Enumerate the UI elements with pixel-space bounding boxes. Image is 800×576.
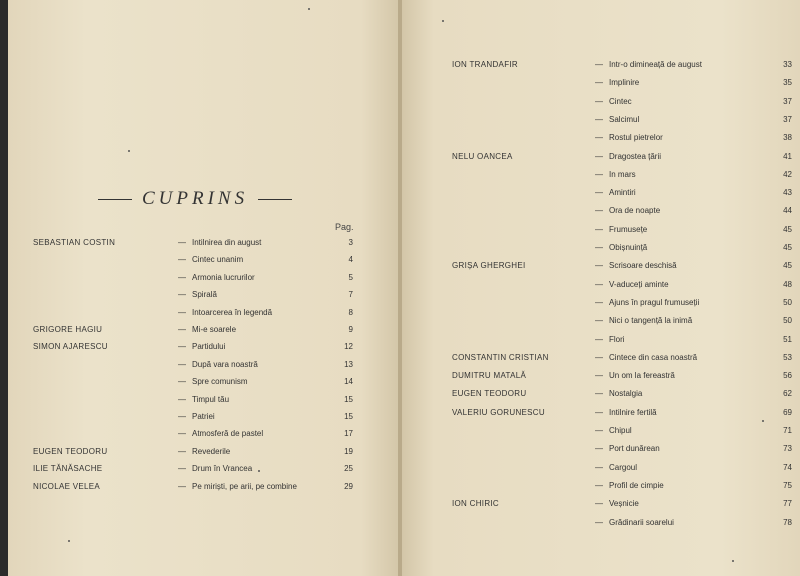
entry-dash: — [178,464,186,474]
entry-dash: — [178,255,186,265]
paper-speck [762,420,764,422]
entry-dash: — [595,499,603,509]
paper-speck [732,560,734,562]
toc-entry [452,335,797,349]
heading-rule-left [98,199,132,200]
toc-entry [33,238,378,252]
entry-page-number: 78 [783,517,792,527]
entry-page-number: 45 [783,224,792,234]
toc-entry [452,518,797,532]
toc-entry [452,444,797,458]
toc-entry [33,429,378,443]
entry-page-number: 8 [348,307,353,317]
toc-entry [33,360,378,374]
entry-page-number: 50 [783,316,792,326]
entry-page-number: 29 [344,481,353,491]
toc-entry [452,463,797,477]
toc-entry [452,60,797,74]
entry-dash: — [595,480,603,490]
entry-author: ILIE TĂNĂSACHE [33,464,103,474]
entry-author: SEBASTIAN COSTIN [33,238,116,247]
toc-entry [33,273,378,287]
entry-author: VALERIU GORUNESCU [452,407,545,417]
entry-page-number: 45 [783,243,792,252]
paper-speck [442,20,444,22]
entry-dash: — [178,359,186,369]
entry-title: Patriei [192,412,215,421]
toc-entry [452,371,797,385]
entry-author: EUGEN TEODORU [452,389,527,399]
entry-title: Nostalgia [609,389,643,399]
entry-page-number: 9 [348,325,353,334]
entry-page-number: 77 [783,499,792,509]
entry-title: Cintece din casa noastră [609,352,698,362]
entry-dash: — [178,481,186,491]
entry-page-number: 43 [783,188,792,198]
entry-page-number: 14 [344,377,353,387]
entry-dash: — [595,151,603,161]
entry-dash: — [595,389,603,399]
toc-entry [452,115,797,129]
left-page [8,0,400,576]
entry-title: Port dunărean [609,444,660,454]
page-column-label: Pag. [335,222,354,232]
entry-title: V-aduceți aminte [609,279,669,289]
entry-dash: — [595,114,603,124]
paper-speck [258,470,260,472]
entry-page-number: 13 [344,359,353,369]
entry-page-number: 15 [344,394,353,404]
entry-title: După vara noastră [192,359,258,369]
entry-title: Flori [609,334,625,344]
entry-dash: — [595,444,603,454]
entry-dash: — [178,446,186,456]
entry-dash: — [178,342,186,352]
entry-dash: — [178,307,186,317]
entry-title: Rostul pietrelor [609,133,663,143]
entry-dash: — [178,290,186,300]
entry-dash: — [595,279,603,289]
entry-page-number: 17 [344,429,353,439]
entry-title: Drum în Vrancea [192,464,253,474]
entry-page-number: 35 [783,78,792,88]
entry-dash: — [595,407,603,417]
toc-entry [33,447,378,461]
entry-title: Pe miriști, pe arii, pe combine [192,481,297,491]
entry-page-number: 41 [783,151,792,161]
entry-author: NICOLAE VELEA [33,481,101,491]
entry-author: GRIGORE HAGIU [33,325,103,334]
entry-title: Veșnicie [609,499,639,509]
entry-title: Cargoul [609,462,638,472]
entry-page-number: 73 [783,444,792,454]
toc-entry [452,316,797,330]
entry-title: Frumusețe [609,224,648,234]
entry-author: SIMON AJARESCU [33,342,108,352]
toc-entry [33,325,378,339]
entry-page-number: 4 [348,255,353,265]
entry-page-number: 62 [783,389,792,399]
entry-dash: — [595,133,603,143]
toc-entry [452,152,797,166]
entry-author: EUGEN TEODORU [33,446,108,456]
entry-page-number: 12 [344,342,353,352]
entry-page-number: 45 [783,261,792,271]
toc-entry [452,170,797,184]
entry-author: NELU OANCEA [452,151,513,161]
entry-dash: — [595,297,603,307]
entry-title: Spirală [192,290,217,300]
entry-title: Cintec unanim [192,255,244,265]
entry-dash: — [595,206,603,216]
entry-page-number: 44 [783,206,792,216]
entry-author: ION TRANDAFIR [452,60,518,69]
toc-entry [33,395,378,409]
entry-dash: — [595,60,603,69]
entry-page-number: 37 [783,96,792,106]
entry-title: Ajuns în pragul frumuseții [609,297,700,307]
entry-page-number: 50 [783,297,792,307]
entry-page-number: 38 [783,133,792,143]
contents-heading [88,188,302,210]
toc-entry [33,290,378,304]
entry-page-number: 33 [783,60,792,69]
entry-title: Intr-o dimineață de august [609,60,702,69]
entry-author: GRIȘA GHERGHEI [452,261,526,271]
entry-title: Grădinarii soarelui [609,517,674,527]
entry-title: Partidului [192,342,226,352]
entry-page-number: 25 [344,464,353,474]
entry-title: Nici o tangență la inimă [609,316,693,326]
toc-entry [452,389,797,403]
entry-title: Intilnire fertilă [609,407,657,417]
entry-dash: — [178,272,186,282]
entry-title: Obișnuință [609,243,648,252]
heading-text: CUPRINS [142,188,249,209]
entry-dash: — [595,371,603,381]
entry-title: In mars [609,169,636,179]
entry-dash: — [595,78,603,88]
toc-entry [452,280,797,294]
entry-dash: — [595,261,603,271]
entry-title: Dragostea țării [609,151,662,161]
entry-dash: — [178,429,186,439]
entry-title: Mi-e soarele [192,325,237,334]
entry-page-number: 56 [783,371,792,381]
entry-author: DUMITRU MATALĂ [452,371,527,381]
toc-entry [452,188,797,202]
toc-entry [452,353,797,367]
entry-title: Timpul tău [192,394,230,404]
toc-entry [33,342,378,356]
entry-title: Ora de noapte [609,206,661,216]
toc-entry [452,499,797,513]
paper-speck [308,8,310,10]
entry-title: Implinire [609,78,640,88]
entry-dash: — [595,426,603,435]
entry-dash: — [595,224,603,234]
toc-entry [452,481,797,495]
entry-page-number: 51 [783,334,792,344]
toc-entry [33,482,378,496]
entry-page-number: 75 [783,480,792,490]
entry-title: Profil de cimpie [609,480,664,490]
entry-title: Cintec [609,96,632,106]
entry-dash: — [178,238,186,247]
toc-entry [452,426,797,440]
toc-entry [452,243,797,257]
entry-dash: — [595,462,603,472]
entry-title: Intoarcerea în legendă [192,307,273,317]
toc-entry [452,298,797,312]
entry-page-number: 15 [344,412,353,421]
toc-entry [452,133,797,147]
entry-dash: — [595,334,603,344]
toc-entry [33,308,378,322]
entry-page-number: 53 [783,352,792,362]
entry-author: CONSTANTIN CRISTIAN [452,352,549,362]
entry-title: Spre comunism [192,377,248,387]
entry-dash: — [595,316,603,326]
entry-title: Armonia lucrurilor [192,272,255,282]
entry-page-number: 7 [348,290,353,300]
paper-speck [128,150,130,152]
entry-page-number: 71 [783,426,792,435]
entry-page-number: 3 [348,238,353,247]
entry-dash: — [178,377,186,387]
entry-title: Intilnirea din august [192,238,262,247]
entry-dash: — [595,352,603,362]
entry-page-number: 48 [783,279,792,289]
toc-entry [33,377,378,391]
entry-page-number: 5 [348,272,353,282]
entry-page-number: 69 [783,407,792,417]
entry-title: Amintiri [609,188,636,198]
entry-dash: — [595,188,603,198]
toc-entry [452,206,797,220]
entry-page-number: 19 [344,446,353,456]
entry-dash: — [178,412,186,421]
heading-rule-right [258,199,292,200]
entry-author: ION CHIRIC [452,499,499,509]
entry-dash: — [595,169,603,179]
entry-dash: — [595,96,603,106]
toc-entry [33,255,378,269]
entry-title: Revederile [192,446,231,456]
right-page [402,0,800,576]
entry-page-number: 37 [783,114,792,124]
entry-title: Chipul [609,426,632,435]
entry-title: Salcimul [609,114,640,124]
toc-entry [452,261,797,275]
paper-speck [68,540,70,542]
entry-title: Scrisoare deschisă [609,261,677,271]
toc-entry [33,412,378,426]
toc-entry [452,78,797,92]
entry-page-number: 42 [783,169,792,179]
entry-page-number: 74 [783,462,792,472]
toc-entry [452,225,797,239]
entry-dash: — [178,394,186,404]
toc-entry [452,97,797,111]
entry-dash: — [595,243,603,252]
entry-title: Atmosferă de pastel [192,429,264,439]
entry-title: Un om la fereastră [609,371,675,381]
entry-dash: — [178,325,186,334]
entry-dash: — [595,517,603,527]
toc-entry [33,464,378,478]
toc-entry [452,408,797,422]
